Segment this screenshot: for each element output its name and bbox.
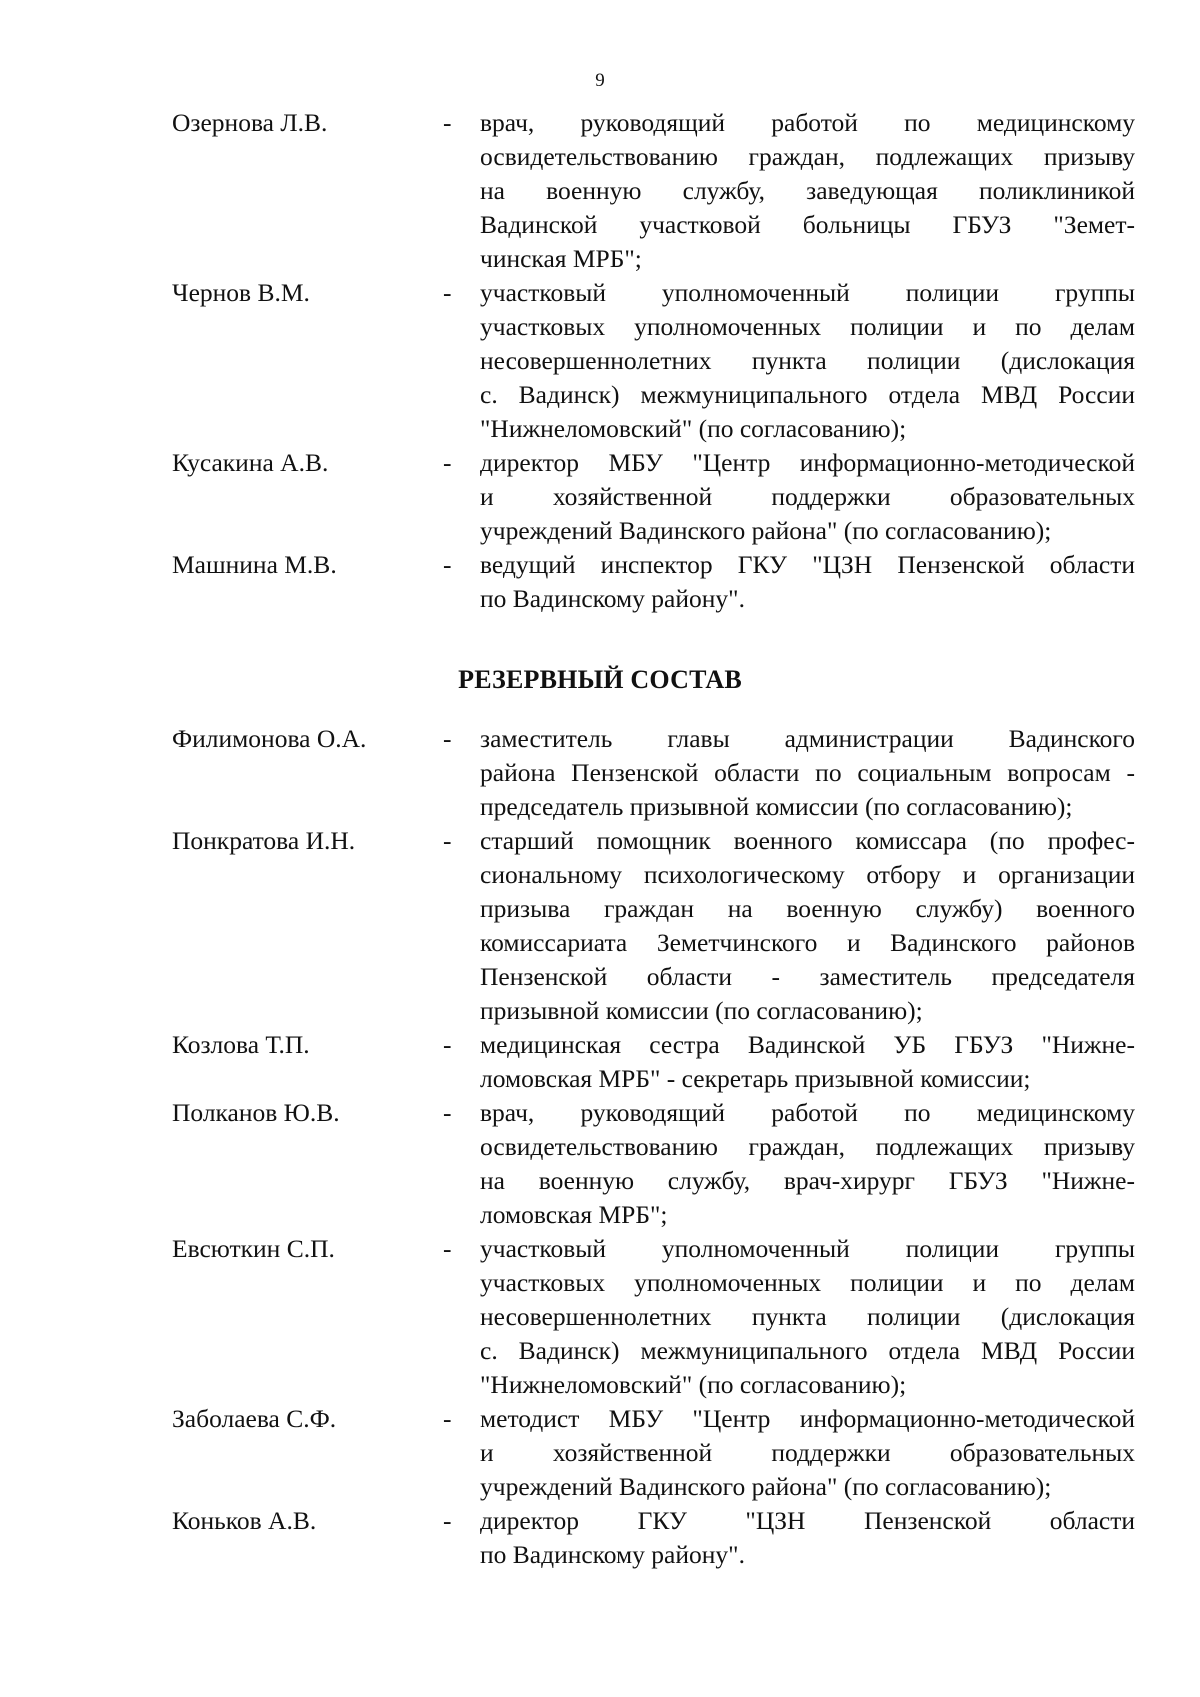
- description-line: врач, руководящий работой по медицинскому: [480, 108, 1135, 137]
- member-entry: [0, 548, 1200, 616]
- description-line: Пензенской области - заместитель председателя: [480, 962, 1135, 991]
- description-line: комиссариата Земетчинского и Вадинского районов: [480, 928, 1135, 957]
- page-number: 9: [595, 70, 605, 91]
- description-line: ведущий инспектор ГКУ "ЦЗН Пензенской области: [480, 550, 1135, 579]
- member-description: [480, 548, 1135, 616]
- description-line: участковый уполномоченный полиции группы: [480, 278, 1135, 307]
- description-line: Вадинской участковой больницы ГБУЗ "Земет-: [480, 210, 1135, 239]
- member-name: Полканов Ю.В.: [172, 1098, 340, 1127]
- member-entry: [0, 106, 1200, 276]
- description-line: участковый уполномоченный полиции группы: [480, 1234, 1135, 1263]
- description-line: директор МБУ "Центр информационно-методической: [480, 448, 1135, 477]
- member-description: [480, 1402, 1135, 1504]
- description-line: призывной комиссии (по согласованию);: [480, 996, 923, 1025]
- description-line: с. Вадинск) межмуниципального отдела МВД России: [480, 1336, 1135, 1365]
- description-line: по Вадинскому району".: [480, 584, 745, 613]
- description-line: сиональному психологическому отбору и организации: [480, 860, 1135, 889]
- description-line: ломовская МРБ";: [480, 1200, 668, 1229]
- description-line: председатель призывной комиссии (по согласованию);: [480, 792, 1073, 821]
- member-name: Евсюткин С.П.: [172, 1234, 335, 1263]
- description-line: участковых уполномоченных полиции и по делам: [480, 1268, 1135, 1297]
- member-entry: [0, 446, 1200, 548]
- member-name: Заболаева С.Ф.: [172, 1404, 337, 1433]
- member-description: [480, 276, 1135, 446]
- description-line: директор ГКУ "ЦЗН Пензенской области: [480, 1506, 1135, 1535]
- member-entry: [0, 276, 1200, 446]
- member-description: [480, 824, 1135, 1028]
- description-line: "Нижнеломовский" (по согласованию);: [480, 414, 907, 443]
- member-dash: -: [443, 1030, 452, 1059]
- member-entry: [0, 1096, 1200, 1232]
- description-line: с. Вадинск) межмуниципального отдела МВД России: [480, 380, 1135, 409]
- member-name: Понкратова И.Н.: [172, 826, 356, 855]
- description-line: учреждений Вадинского района" (по согласованию);: [480, 1472, 1052, 1501]
- description-line: чинская МРБ";: [480, 244, 642, 273]
- member-dash: -: [443, 1506, 452, 1535]
- description-line: на военную службу, врач-хирург ГБУЗ "Нижне-: [480, 1166, 1135, 1195]
- member-description: [480, 1504, 1135, 1572]
- section-title-reserve: РЕЗЕРВНЫЙ СОСТАВ: [458, 665, 742, 694]
- member-dash: -: [443, 550, 452, 579]
- member-description: [480, 722, 1135, 824]
- member-entry: [0, 1504, 1200, 1572]
- description-line: и хозяйственной поддержки образовательных: [480, 1438, 1135, 1467]
- member-entry: [0, 1232, 1200, 1402]
- description-line: старший помощник военного комиссара (по профес-: [480, 826, 1135, 855]
- description-line: учреждений Вадинского района" (по согласованию);: [480, 516, 1052, 545]
- member-name: Озернова Л.В.: [172, 108, 328, 137]
- member-name: Филимонова О.А.: [172, 724, 367, 753]
- member-description: [480, 1232, 1135, 1402]
- description-line: и хозяйственной поддержки образовательных: [480, 482, 1135, 511]
- member-entry: [0, 722, 1200, 824]
- description-line: по Вадинскому району".: [480, 1540, 745, 1569]
- member-dash: -: [443, 724, 452, 753]
- description-line: несовершеннолетних пункта полиции (дислокация: [480, 346, 1135, 375]
- description-line: участковых уполномоченных полиции и по делам: [480, 312, 1135, 341]
- member-dash: -: [443, 448, 452, 477]
- member-description: [480, 1028, 1135, 1096]
- description-line: "Нижнеломовский" (по согласованию);: [480, 1370, 907, 1399]
- description-line: на военную службу, заведующая поликлиникой: [480, 176, 1135, 205]
- member-dash: -: [443, 1098, 452, 1127]
- member-name: Козлова Т.П.: [172, 1030, 310, 1059]
- description-line: несовершеннолетних пункта полиции (дислокация: [480, 1302, 1135, 1331]
- description-line: призыва граждан на военную службу) военного: [480, 894, 1135, 923]
- reserve-members-list: [0, 722, 1200, 1572]
- member-dash: -: [443, 826, 452, 855]
- member-entry: [0, 1402, 1200, 1504]
- member-description: [480, 106, 1135, 276]
- member-entry: [0, 1028, 1200, 1096]
- member-name: Кусакина А.В.: [172, 448, 329, 477]
- member-entry: [0, 824, 1200, 1028]
- description-line: методист МБУ "Центр информационно-методической: [480, 1404, 1135, 1433]
- member-dash: -: [443, 278, 452, 307]
- description-line: медицинская сестра Вадинской УБ ГБУЗ "Нижне-: [480, 1030, 1135, 1059]
- description-line: заместитель главы администрации Вадинского: [480, 724, 1135, 753]
- member-name: Коньков А.В.: [172, 1506, 317, 1535]
- description-line: района Пензенской области по социальным вопросам -: [480, 758, 1135, 787]
- member-description: [480, 446, 1135, 548]
- description-line: врач, руководящий работой по медицинскому: [480, 1098, 1135, 1127]
- description-line: ломовская МРБ" - секретарь призывной комиссии;: [480, 1064, 1031, 1093]
- description-line: освидетельствованию граждан, подлежащих призыву: [480, 142, 1135, 171]
- member-name: Чернов В.М.: [172, 278, 310, 307]
- main-members-list: [0, 106, 1200, 616]
- member-dash: -: [443, 108, 452, 137]
- member-dash: -: [443, 1404, 452, 1433]
- member-dash: -: [443, 1234, 452, 1263]
- member-name: Машнина М.В.: [172, 550, 337, 579]
- description-line: освидетельствованию граждан, подлежащих призыву: [480, 1132, 1135, 1161]
- member-description: [480, 1096, 1135, 1232]
